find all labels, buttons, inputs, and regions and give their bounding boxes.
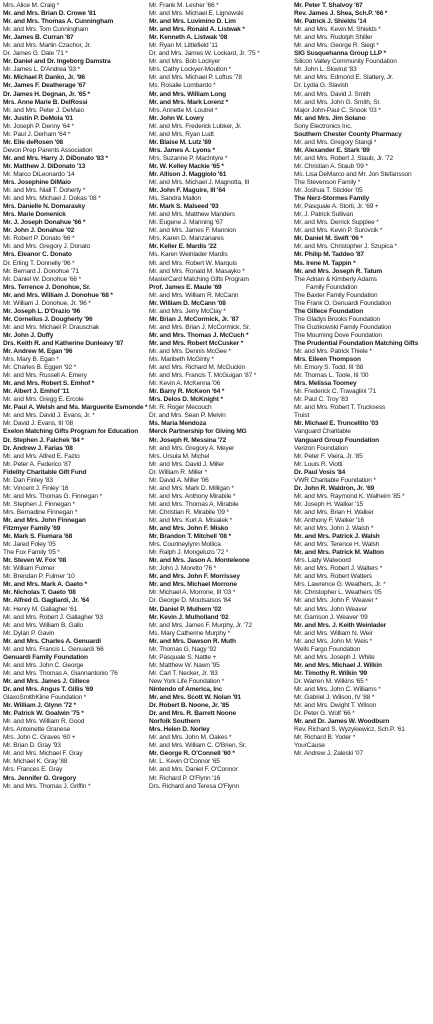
- donor-entry: Mr. James F. Deatherage '67: [3, 82, 86, 90]
- donor-entry: Mr. Albert J. Emhof '11: [3, 388, 70, 396]
- donor-entry: Dr. George D. Moutsatsos '84: [149, 597, 231, 605]
- donor-entry: Mr. Kenneth A. Listwak '08: [149, 34, 228, 42]
- donor-entry: Mr. and Mrs. Terence H. Walsh: [294, 541, 380, 549]
- donor-entry: Mr. and Mrs. Luvimino D. Lim: [149, 18, 236, 26]
- donor-entry: The Mourning Dove Foundation: [294, 331, 382, 339]
- donor-entry: Mr. and Mrs. Dwight T. Wilson: [294, 702, 377, 710]
- donor-entry: Mr. James B. Curran '87: [3, 34, 74, 42]
- donor-entry: Rev. James J. Shea, Sch.P. '66 *: [294, 10, 388, 18]
- donor-entry: Mr. and Mrs. Christopher J. Szupica *: [294, 243, 397, 251]
- donor-entry: Mr. and Mrs. Michael E. Lignowski: [149, 10, 244, 18]
- donor-entry: Mr. and Mrs. Thomas G. Finnegan *: [3, 492, 102, 500]
- donor-entry: Mr. Michael P. Danko, Jr. '96: [3, 74, 85, 82]
- donor-entry: Mr. J. Patrick Sullivan: [294, 211, 354, 219]
- donor-entry: Mr. John L. Skwirut '83: [294, 66, 357, 74]
- donor-entry: Mr. and Dr. James W. Woodburn: [294, 718, 390, 726]
- donor-entry: Mr. and Mrs. Kevin M. Shields *: [294, 26, 381, 34]
- donor-entry: Verizon Foundation: [294, 444, 348, 452]
- donor-entry: Mr. and Mrs. Michael P. Loftus '78: [149, 74, 242, 82]
- donor-entry: Mr. and Mrs. John C. Williams *: [294, 685, 381, 693]
- donor-entry: Mrs. Bernadine Finnegan *: [3, 508, 78, 516]
- donor-entry: Mr. and Mrs. Ronald A. Listwak *: [149, 26, 245, 34]
- donor-entry: Ms. Maria Mendoza: [149, 420, 207, 428]
- donor-entry: Mr. and Mrs. Thomas A. Cunningham: [3, 18, 114, 26]
- donor-entry: Mr. Peter T. Shalvoy '67: [294, 2, 363, 9]
- donor-entry: Mr. and Mrs. Robert J. Staub, Jr. '72: [294, 154, 394, 162]
- donor-entry: Mr. and Mrs. James F. Mannion: [149, 227, 236, 235]
- donor-entry: Mr. and Mrs. Richard M. McGuckin: [149, 364, 245, 372]
- donor-entry: The Gladys Brooks Foundation: [294, 315, 381, 323]
- donor-entry: Mr. John J. Duffy: [3, 331, 54, 339]
- donor-entry: Mr. John J. Donahue '02: [3, 227, 75, 235]
- donor-entry: Mr. George R. O'Connell '60 *: [149, 750, 235, 758]
- donor-entry: Mr. Alexander E. Stark '89: [294, 146, 370, 154]
- donor-entry: Devon Prep Parents Association: [3, 146, 93, 154]
- donor-entry: Dr. Lydia G. Slavish: [294, 82, 349, 90]
- donor-entry: Mr. and Mrs. Martin Czachor, Jr.: [3, 42, 91, 50]
- donor-entry: Mr. and Mrs. J. Keith Weinlader: [294, 621, 386, 629]
- donor-entry: Mr. Emory S. Todd, III '88: [294, 364, 364, 372]
- donor-column-2: [149, 2, 293, 1024]
- donor-entry: Mr. Robert P. Donato '66 *: [3, 235, 75, 243]
- donor-entry: Mr. Timothy R. Wilkin '99: [294, 669, 367, 677]
- donor-entry: Vanguard Group Foundation: [294, 436, 379, 444]
- donor-entry: Mr. and Mrs. Michael J. Dokas '08 *: [3, 195, 101, 203]
- donor-entry: Sony Electronics Inc.: [294, 122, 352, 130]
- donor-entry: Mr. and Mrs. Brian H. Walker: [294, 508, 374, 516]
- donor-entry: Wells Fargo Foundation: [294, 645, 361, 653]
- donor-entry: Mr. and Mrs. Ronald M. Masayko *: [149, 267, 245, 275]
- donor-entry: Mr. Michael A. Morrone, III '03 *: [149, 589, 236, 597]
- donor-entry: Mrs. Marie Domenick: [3, 211, 66, 219]
- donor-entry: Mr. John J. Moretto '76 *: [149, 565, 216, 573]
- donor-entry: Mr. David J. Evans, III '08: [3, 420, 73, 428]
- donor-entry: Mrs. Anne Marie B. DelRossi: [3, 98, 88, 106]
- donor-entry: Mr. and Mrs. Brian J. McCormick, Sr.: [149, 323, 251, 331]
- donor-entry: Mr. and Mrs. Michael J. Wilkin: [294, 661, 382, 669]
- donor-entry: Mr. Andrew J. Zaleski '07: [294, 750, 363, 758]
- donor-entry: Mr. and Mrs. Scott W. Nolan '91: [149, 694, 241, 702]
- donor-entry: Ms. Lisa DeMarco and Mr. Jon Stefansson: [294, 170, 412, 178]
- donor-entry: Mr. and Mrs. Jim Solano: [294, 114, 366, 122]
- donor-entry: The Prudential Foundation Matching Gifts: [294, 339, 419, 347]
- donor-entry: Ms. Rosalie Lombardo *: [149, 82, 216, 90]
- donor-entry: Mr. and Mrs. Ryan Ludt: [149, 130, 214, 138]
- donor-entry: Mrs. Melissa Toomey: [294, 380, 357, 388]
- donor-entry: Mr. William Fulmer: [3, 565, 55, 573]
- donor-entry: Mrs. Mary B. Egan *: [3, 356, 59, 364]
- donor-entry: Mr. Patrick J. Shields '14: [294, 18, 367, 26]
- donor-entry: Mr. Kevin A. McKenna '06: [149, 380, 221, 388]
- donor-entry: Mr. and Mrs. John M. Oakes *: [149, 734, 232, 742]
- donor-entry: Dr. and Mrs. R. Barrett Noone: [149, 710, 236, 718]
- donor-entry: Southern Chester County Pharmacy: [294, 130, 402, 138]
- donor-entry: Mr. Charles B. Eggen '92 *: [3, 364, 77, 372]
- donor-entry: Silicon Valley Community Foundation: [294, 58, 397, 66]
- donor-entry: Dr. James H. Degnan, Jr. '65 *: [3, 90, 90, 98]
- donor-entry: Mrs. Karen D. Manzanares: [149, 235, 224, 243]
- donor-entry: Nintendo of America, Inc: [149, 685, 223, 693]
- donor-entry: Mr. and Mrs. Joseph R. Tatum: [294, 267, 383, 275]
- donor-entry: Mr. and Mrs. Tom Cunningham: [3, 26, 89, 34]
- donor-entry: Mr. and Mrs. William N. Weir: [294, 629, 373, 637]
- donor-entry: Dr. John R. Waldron, Jr. '69: [294, 484, 375, 492]
- donor-entry: Mr. Joseph L. D'Orazio '96: [3, 307, 81, 315]
- donor-entry: Mr. Andrew M. Egan '96: [3, 348, 73, 356]
- donor-entry: Mr. Henry M. Gallagher '61: [3, 605, 78, 613]
- donor-entry: Mr. Justin P. DeMola '01: [3, 114, 73, 122]
- donor-column-3: [294, 2, 432, 1024]
- donor-entry: Mr. and Mrs. Patrick J. Walsh: [294, 533, 380, 541]
- donor-entry: Mr. Paul A. Welsh and Ms. Marguerite Esmonde *: [3, 404, 148, 412]
- donor-entry: Mr. Gabriel J. Wilson, IV '88 *: [294, 694, 375, 702]
- donor-entry: Mrs. Josephine DiMaio: [3, 179, 71, 187]
- donor-entry: The Fox Family '05 *: [3, 549, 60, 557]
- donor-entry: Mr. W. Kelley Mackie '65 *: [149, 162, 224, 170]
- donor-entry: Dr. Robert B. Noone, Jr. '85: [149, 702, 229, 710]
- donor-entry: Mr. James L. D'Andrea '93 *: [3, 66, 81, 74]
- donor-entry: Mr. and Mrs. John J. Walsh *: [294, 525, 374, 533]
- donor-entry: Mr. Ryan M. Littlefield '11: [149, 42, 218, 50]
- donor-entry: Mrs. Helen D. Norley: [149, 726, 210, 734]
- donor-entry: Mr. Patrick W. Goalwin '75 *: [3, 710, 84, 718]
- donor-entry: Mr. and Mrs. Jason A. Monteleone: [149, 557, 250, 565]
- donor-entry: Mr. Thomas L. Toole, III '00: [294, 372, 369, 380]
- donor-entry: Mr. and Mrs. Derrick Supplee *: [294, 219, 379, 227]
- donor-entry: Mr. and Mrs. James F. Murphy, Jr. '72: [149, 621, 252, 629]
- donor-entry: Dr. Paul Vosis '84: [294, 468, 346, 476]
- donor-entry: Mr. and Mrs. Mark D. Milligan *: [149, 484, 234, 492]
- donor-entry: Mr. and Mrs. John Weaver: [294, 605, 368, 613]
- donor-entry: Mr. and Mrs. Patrick M. Walton: [294, 549, 384, 557]
- donor-entry: Mr. and Mrs. Robert S. Emhof *: [3, 380, 95, 388]
- donor-entry: The Guzikowski Family Foundation: [294, 323, 392, 331]
- donor-entry: Mr. Mark S. Fiumara '68: [3, 533, 73, 541]
- donor-entry: Mr. Eugene J. Manning '67: [149, 219, 223, 227]
- donor-entry: Mr. and Mrs. Frederick Lubker, Jr.: [149, 122, 242, 130]
- donor-entry: Mrs. Danielle N. Domarasky: [3, 203, 85, 211]
- donor-entry: Mr. and Mrs. Robert T. Trucksess: [294, 404, 386, 412]
- donor-entry: Ms. Karen Weinlader Mardis: [149, 251, 228, 259]
- donor-entry: Mr. and Mrs. Edmond E. Slattery, Jr.: [294, 74, 394, 82]
- donor-entry: Mrs. Annette M. Loutrel *: [149, 106, 218, 114]
- donor-entry: Mr. and Mrs. Dennis McGee *: [149, 348, 231, 356]
- donor-entry: Mr. Frank M. Lesher '66 *: [149, 2, 219, 9]
- donor-entry: MasterCard Matching Gifts Program: [149, 275, 249, 283]
- donor-entry: Mr. and Mrs. Robert J. Walters *: [294, 565, 383, 573]
- donor-entry: Mr. L. Kevin O'Connor '65: [149, 758, 220, 766]
- donor-entry: Mrs. Eileen Thompson: [294, 356, 361, 364]
- donor-entry: Mr. and Mrs. Rudolph Shiller: [294, 34, 373, 42]
- donor-entry: Fitzmyer Family '69: [3, 525, 61, 533]
- donor-entry: Mr. Matthew W. Nawn '95: [149, 661, 220, 669]
- donor-entry: Mr. Matthew J. DiDonato '13: [3, 162, 86, 170]
- donor-entry: Mr. and Mrs. Bob Lockyer: [149, 58, 220, 66]
- donor-entry: Mr. Jared Foley '05: [3, 541, 56, 549]
- donor-entry: Norfolk Southern: [149, 718, 201, 726]
- donor-entry: Mr. and Mrs. Thomas J. Griffin *: [3, 782, 91, 790]
- donor-entry: Mr. Vincent J. Finley '16: [3, 484, 69, 492]
- donor-entry: Mr. Paul J. Derham '64 *: [3, 130, 71, 138]
- donor-entry: Mr. Bernard J. Donohue '71: [3, 267, 79, 275]
- donor-entry: Mr. Garrison J. Weaver '09: [294, 613, 368, 621]
- donor-entry: Mr. and Mrs. Thomas A. Giannantonio '76: [3, 669, 118, 677]
- donor-entry: Ms. Sandra Mallon: [149, 195, 202, 203]
- donor-entry: Mr. Kevin J. Mulholland '02: [149, 613, 229, 621]
- donor-entry: Mr. Dylan P. Gavin: [3, 629, 55, 637]
- donor-entry: Mr. John F. Maguire, III '64: [149, 187, 226, 195]
- donor-entry: Mr. and Mrs. Brian D. Crowe '81: [3, 10, 96, 18]
- donor-entry: Mr. Philip M. Taddeo '87: [294, 251, 364, 259]
- donor-entry: Dr. Warren M. Wilkins '65 *: [294, 677, 368, 685]
- donor-entry: Mr. David A. Miller '06: [149, 476, 209, 484]
- donor-entry: Mr. and Mrs. William R. McCann: [149, 291, 239, 299]
- donor-entry: Mr. Michael E. Truncellito '03: [294, 420, 379, 428]
- donor-entry: Mr. Christopher L. Weathers '05: [294, 589, 382, 597]
- donor-entry: Dr. and Mrs. Angus T. Gillis '69: [3, 685, 94, 693]
- donor-entry: The Stevenson Family *: [294, 179, 361, 187]
- donor-entry: Mr. William D. McCann '08: [149, 299, 226, 307]
- donor-entry: Mr. and Mrs. John M. Weis *: [294, 637, 373, 645]
- donor-entry: Mr. and Mrs. Charles A. Genuardi: [3, 637, 101, 645]
- donor-entry: Mr. Brandon T. Mitchell '08 *: [149, 533, 231, 541]
- donor-entry: Mr. Ralph J. Mongeluzo '72 *: [149, 549, 229, 557]
- donor-entry: Mr. and Mrs. Kurt A. Misialek *: [149, 517, 233, 524]
- donor-entry: Family Foundation: [306, 283, 358, 291]
- donor-entry: Ms. Mary Catherine Murphy *: [149, 629, 231, 637]
- donor-entry: Mr. J. Joseph Donahue '66 *: [3, 219, 86, 227]
- donor-entry: Rev. Richard S. Wyzykiewicz, Sch.P. '61: [294, 726, 405, 734]
- donor-entry: Mr. and Mrs. Kevin P. Surovcik *: [294, 227, 383, 235]
- donor-entry: Mr. and Mrs. Thomas J. McCuch *: [149, 331, 249, 339]
- donor-entry: Dr. James G. Dale '71 *: [3, 50, 68, 58]
- donor-entry: Mrs. Antoinette Granese: [3, 726, 71, 734]
- donor-entry: Mr. and Mrs. Gregory A. Meyer: [149, 444, 235, 452]
- donor-entry: Mr. and Mrs. Peter J. DeMaio: [3, 106, 84, 114]
- donor-entry: Mr. Cornelius J. Dougherty '96: [3, 315, 93, 323]
- donor-entry: Mr. and Mrs. Dawson R. Muth: [149, 637, 236, 645]
- donor-entry: Dr. Peter G. Wolf '66 *: [294, 710, 355, 718]
- donor-entry: Mrs. James A. Lyons *: [149, 146, 215, 154]
- donor-entry: Mr. and Mrs. John C. George: [3, 661, 84, 669]
- donor-entry: Mr. Allison J. Maggiolo '61: [149, 170, 227, 178]
- donor-entry: Mr. and Mrs. Robert J. Gallagher '93: [3, 613, 103, 621]
- donor-entry: Mr. and Mrs. Raymond K. Walheim '85 *: [294, 492, 405, 500]
- donor-entry: Mr. Richard B. Yoder *: [294, 734, 356, 742]
- donor-entry: Mr. Michael K. Gray '88: [3, 758, 68, 766]
- donor-entry: Mr. Mark S. Malseed '93: [149, 203, 219, 211]
- donor-entry: Mr. Pasquale S. Nattle +: [149, 653, 217, 661]
- donor-entry: Mrs. Suzanne P. MacIntyre *: [149, 154, 228, 162]
- donor-entry: Mr. Paul C. Troy '83: [294, 396, 349, 404]
- donor-entry: Mr. and Mrs. Mark Lorenz *: [149, 98, 229, 106]
- donor-entry: Mr. Elie deRosen '08: [3, 138, 64, 146]
- donor-entry: Genuardi Family Foundation: [3, 653, 88, 661]
- donor-entry: Merck Partnership for Giving MG: [149, 428, 247, 436]
- donor-entry: Mr. Daniel M. Swift '06 *: [294, 235, 363, 243]
- donor-entry: Mr. and Mrs. Daniel F. O'Connor: [149, 766, 238, 774]
- donor-entry: Prof. James E. Maule '69: [149, 283, 222, 291]
- donor-entry: Mr. and Mrs. Michael F. Gray: [3, 750, 83, 758]
- donor-entry: Mr. and Mrs. Jerry McClay *: [149, 307, 226, 315]
- donor-entry: Mr. and Mrs. William J. Donohue '68 *: [3, 291, 113, 299]
- donor-entry: Dr. and Mrs. James W. Lockard, Jr. '75 *: [149, 50, 260, 58]
- donor-entry: Mr. and Mrs. David J. Evans, Jr. *: [3, 412, 95, 420]
- donor-entry: Mr. Barry R. McKeon '64 *: [149, 388, 225, 396]
- donor-entry: Mr. and Mrs. Niall T. Doherty *: [3, 187, 86, 195]
- donor-entry: Mr. and Mrs. William R. Good: [3, 718, 85, 726]
- donor-entry: Mr. and Mrs. Francis L. Genuardi '66: [3, 645, 104, 653]
- donor-entry: Mr. Daniel and Dr. Ingeborg Damstra: [3, 58, 111, 66]
- donor-entry: Mr. William J. Glynn '72 *: [3, 702, 76, 710]
- donor-entry: Mrs. Lawrence G. Weathers, Jr. *: [294, 581, 386, 589]
- donor-entry: Mr. and Mrs. Matthew Manders: [149, 211, 236, 219]
- donor-entry: Mrs. Courtneylynn Mollica: [149, 541, 221, 549]
- donor-entry: Mr. Thomas G. Nagy '92: [149, 645, 217, 653]
- donor-entry: Mr. and Mrs. Michael J. Magnotta, III: [149, 179, 250, 187]
- donor-entry: Mr. Frederick C. Travaglini '71: [294, 388, 377, 396]
- donor-entry: Dr. Andrew J. Farias '08: [3, 444, 73, 452]
- donor-entry: Mr. and Mrs. George R. Siegl *: [294, 42, 379, 50]
- donor-entry: The Baxter Family Foundation: [294, 291, 378, 299]
- donor-entry: Mrs. Frances E. Gray: [3, 766, 63, 774]
- donor-entry: Truist: [294, 412, 310, 420]
- donor-entry: Drs. Richard and Teresa O'Flynn: [149, 782, 239, 790]
- donor-column-1: [3, 2, 148, 1024]
- donor-entry: YourCause: [294, 742, 325, 750]
- donor-entry: Dr. Erling T. Donnelly '96 *: [3, 259, 75, 267]
- donor-entry: Major John-Paul C. Snook '03 *: [294, 106, 381, 114]
- donor-entry: Mr. and Mrs. Robert W. Marquis: [149, 259, 237, 267]
- donor-entry: Mr. and Mrs. Joseph J. White: [294, 653, 375, 661]
- donor-entry: Mr. Joseph H. Walker '15: [294, 500, 364, 508]
- donor-entry: Mr. R. Roger Mecouch: [149, 404, 212, 412]
- donor-entry: Mr. and Mrs. David J. Miller: [149, 460, 225, 468]
- donor-entry: SIG Susquehanna Group LLP *: [294, 50, 386, 58]
- donor-entry: The Gillece Foundation: [294, 307, 364, 315]
- donor-entry: Ms. Irene M. Tappin *: [294, 259, 356, 267]
- donor-entry: Mr. Daniel P. Mulhern '02: [149, 605, 222, 613]
- donor-entry: Mr. Carl T. Necker, Jr. '83: [149, 669, 218, 677]
- donor-entry: Mr. Richard P. O'Flynn '16: [149, 774, 221, 782]
- donor-entry: Mr. and Mrs. Michael Morrone: [149, 581, 237, 589]
- donor-entry: Mr. and Mrs. John F. Misko: [149, 525, 229, 533]
- donor-entry: The Adrian & Kimberly Adams: [294, 275, 377, 283]
- donor-entry: Drs. Keith R. and Katherine Dunleavy '87: [3, 339, 124, 347]
- donor-entry: New York Life Foundation *: [149, 677, 225, 685]
- donor-entry: Mr. Brendan P. Fulmer '10: [3, 573, 75, 581]
- donor-entry: Mrs. Alice M. Craig *: [3, 2, 60, 9]
- donor-entry: Mr. William J. Donohue, Jr. '96 *: [3, 299, 91, 307]
- donor-entry: Mr. Christian A. Staub '09 *: [294, 162, 368, 170]
- donor-entry: Mr. Christian R. Mirabile '09 *: [149, 508, 229, 516]
- donor-entry: Mr. and Mrs. William Long: [149, 90, 226, 98]
- donor-entry: Mrs. Jennifer G. Gregory: [3, 774, 77, 782]
- donor-entry: Mr. and Mrs. William B. Gallo: [3, 621, 84, 629]
- donor-entry: Mr. Peter F. Vieira, Jr. '85: [294, 452, 363, 460]
- donor-entry: Mr. Keller E. Mardis '22: [149, 243, 217, 251]
- donor-entry: Mr. Joseph P. Denny '64 *: [3, 122, 74, 130]
- donor-entry: Mr. and Mrs. John F. Morrissey: [149, 573, 240, 581]
- donor-entry: Mr. Pasquale A. Storti, Jr. '69 +: [294, 203, 379, 211]
- donor-entry: Mr. Nicholas T. Gaeto '08: [3, 589, 76, 597]
- donor-entry: Mr. John W. Lowry: [149, 114, 204, 122]
- donor-entry: Mr. and Mrs. Michael P. Drauschak: [3, 323, 100, 331]
- donor-entry: Mr. and Mrs. John Finnegan: [3, 517, 86, 524]
- donor-entry: Mrs. Eleanor C. Donato: [3, 251, 72, 259]
- donor-entry: Mr. and Mrs. James J. Gillece: [3, 677, 90, 685]
- donor-entry: Mr. and Mrs. Robert McCusker *: [149, 339, 244, 347]
- donor-entry: Mr. and Mrs. Francis T. McGuigan '87 *: [149, 372, 257, 380]
- donor-entry: Mr. and Mrs. Anthony Mirabile *: [149, 492, 236, 500]
- donor-entry: VWR Charitable Foundation *: [294, 476, 376, 484]
- donor-entry: Mr. and Mrs. Gregg E. Ercole: [3, 396, 84, 404]
- donor-entry: Fidelity Charitable Gift Fund: [3, 468, 87, 476]
- donor-entry: Mrs. Delos D. McKnight *: [149, 396, 223, 404]
- donor-entry: Mr. and Mrs. Gregory J. Donato: [3, 243, 91, 251]
- donor-entry: Mrs. Cathy Lockyer-Moulton *: [149, 66, 232, 74]
- donor-entry: Mr. and Mrs. Thomas A. Mirabile: [149, 500, 239, 508]
- donor-entry: Mr. and Mrs. David J. Smith: [294, 90, 371, 98]
- donor-entry: Mr. Joshua T. Stickler '05: [294, 187, 363, 195]
- donor-entry: Mr. Alfred G. Gagliardi, Jr. '64: [3, 597, 90, 605]
- donor-entry: Mr. and Mrs. John G. Smith, Sr.: [294, 98, 381, 106]
- donor-entry: Mr. Marco DiLeonardo '14: [3, 170, 75, 178]
- donor-entry: Ms. Maribeth McGinty *: [149, 356, 214, 364]
- donor-entry: GlaxoSmithKline Foundation *: [3, 694, 87, 702]
- donor-entry: Vanguard Charitable: [294, 428, 351, 436]
- donor-entry: Mr. Anthony F. Walker '16: [294, 517, 365, 524]
- donor-entry: Mr. Peter A. Federico '87: [3, 460, 72, 468]
- donor-entry: Mrs. Lady Walwoord: [294, 557, 351, 565]
- donor-entry: Mr. Daniel W. Donohue '66 *: [3, 275, 81, 283]
- donor-entry: Dr. Stephen J. Falchek '84 *: [3, 436, 84, 444]
- donor-entry: Mr. Joseph R. Messina '72: [149, 436, 227, 444]
- donor-entry: The Nerz-Stormes Family: [294, 195, 370, 203]
- donor-entry: Mr. and Mrs. John F. Weaver *: [294, 597, 378, 605]
- donor-entry: Mr. Brian J. McCormick, Jr. '87: [149, 315, 239, 323]
- donor-entry: Mrs. Terrence J. Donohue, Sr.: [3, 283, 91, 291]
- donor-entry: Mr. Stephen J. Finnegan *: [3, 500, 75, 508]
- donor-entry: The Frank O. Genuardi Foundation: [294, 299, 392, 307]
- donor-entry: Mr. and Mrs. Russell A. Emery: [3, 372, 87, 380]
- donor-entry: Mr. Blaise M. Lutz '89: [149, 138, 212, 146]
- donor-entry: Mr. Steven W. Fox '08: [3, 557, 67, 565]
- donor-entry: Mr. and Mrs. William C. O'Brien, Sr.: [149, 742, 247, 750]
- donor-entry: Mr. and Mrs. Harry J. DiDonato '83 *: [3, 154, 108, 162]
- donor-entry: Mr. Louis R. Viotti: [294, 460, 343, 468]
- donor-entry: Mr. Dan Finley '83: [3, 476, 53, 484]
- donor-entry: Mrs. John C. Graves '60 +: [3, 734, 76, 742]
- donor-entry: Mrs. Ursula M. Michel: [149, 452, 210, 460]
- donor-entry: Dr. and Mrs. Sean P. Melvin: [149, 412, 226, 420]
- donor-entry: Mr. and Mrs. Alfred E. Fazio: [3, 452, 80, 460]
- donor-entry: Mr. and Mrs. Patrick Thiele *: [294, 348, 372, 356]
- donor-entry: Exelon Matching Gifts Program for Education: [3, 428, 139, 436]
- donor-entry: Mr. and Mrs. Gregory Stangl *: [294, 138, 377, 146]
- donor-entry: Mr. Brian D. Gray '93: [3, 742, 61, 750]
- donor-entry: Mr. and Mrs. Robert Watters: [294, 573, 372, 581]
- donor-entry: Mr. and Mrs. Mark A. Gaeto *: [3, 581, 87, 589]
- donor-entry: Dr. William R. Miller *: [149, 468, 208, 476]
